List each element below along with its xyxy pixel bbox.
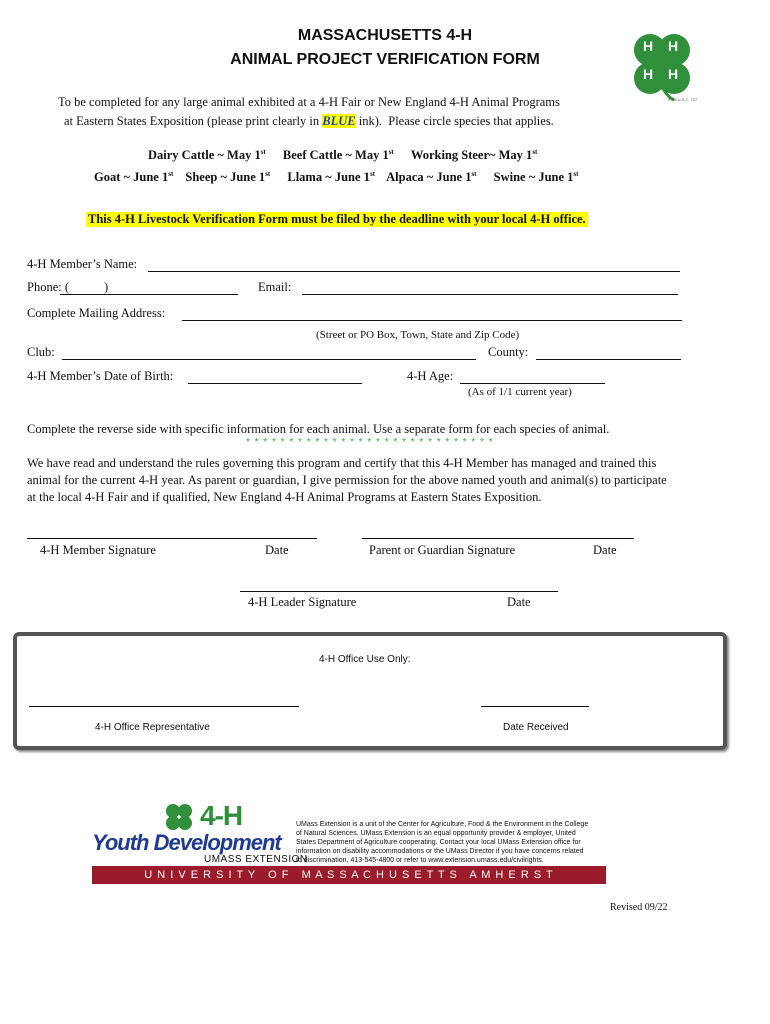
club-field[interactable] (62, 359, 476, 360)
address-label: Complete Mailing Address: (27, 306, 166, 320)
date-received-line[interactable] (481, 706, 589, 707)
blue-ink-note: BLUE (322, 114, 356, 128)
form-title-line2: ANIMAL PROJECT VERIFICATION FORM (230, 51, 540, 68)
agreement-line1: We have read and understand the rules governing this program and certify that this 4-H Member has managed and trained this (27, 456, 657, 470)
species-row-1[interactable] (148, 148, 537, 163)
email-field[interactable] (302, 294, 678, 295)
county-label: County: (488, 345, 529, 359)
brand-youth-development: Youth Development (92, 830, 281, 855)
star-divider: * * * * * * * * * * * * * * * * * * * * * * * * * * * * * (246, 437, 494, 448)
brand-umass-extension: UMASS EXTENSION (204, 854, 308, 865)
umass-extension-footer (92, 800, 612, 890)
species-swine[interactable]: Swine ~ June 1st (493, 170, 579, 185)
species-working-steer[interactable]: Working Steer~ May 1st (410, 148, 538, 163)
dob-label: 4-H Member’s Date of Birth: (27, 369, 174, 383)
age-hint: (As of 1/1 current year) (468, 386, 572, 398)
age-field[interactable] (460, 383, 605, 384)
parent-signature-label: Parent or Guardian Signature (369, 543, 516, 557)
leader-date-label: Date (507, 595, 531, 609)
university-banner: U N I V E R S I T Y O F M A S S A C H U S E T T S A M H E R S T (92, 866, 606, 884)
form-title-line1: MASSACHUSETTS 4-H (297, 27, 473, 44)
member-signature-line[interactable] (27, 538, 317, 539)
parent-signature-line[interactable] (362, 538, 634, 539)
county-field[interactable] (536, 359, 681, 360)
species-goat[interactable]: Goat ~ June 1st (94, 170, 174, 185)
revised-date: Revised 09/22 (610, 902, 668, 913)
clover-icon (162, 802, 196, 832)
species-beef-cattle[interactable]: Beef Cattle ~ May 1st (282, 148, 394, 163)
brand-4h: 4-H (200, 800, 243, 831)
office-use-title: 4-H Office Use Only: (319, 654, 411, 665)
date-received-label: Date Received (503, 722, 569, 733)
species-sheep[interactable]: Sheep ~ June 1st (185, 170, 271, 185)
instructions: Complete the reverse side with specific information for each animal. Use a separate form for each species of animal. (27, 422, 610, 436)
species-dairy-cattle[interactable]: Dairy Cattle ~ May 1st (148, 148, 266, 163)
intro-line1: To be completed for any large animal exhibited at a 4-H Fair or New England 4-H Animal Programs (58, 95, 560, 109)
office-rep-label: 4-H Office Representative (95, 722, 210, 733)
dob-field[interactable] (188, 383, 362, 384)
species-alpaca[interactable]: Alpaca ~ June 1st (386, 170, 477, 185)
phone-field[interactable] (60, 294, 238, 295)
leader-signature-label: 4-H Leader Signature (248, 595, 357, 609)
logo-mark: ® 18 U.S.C. 707 (668, 97, 698, 102)
agreement-line2: animal for the current 4-H year. As parent or guardian, I give permission for the above named youth and animal(s) to participate (27, 473, 667, 487)
logo-h-1: H (643, 38, 654, 54)
office-use-box (13, 632, 727, 750)
office-rep-line[interactable] (29, 706, 299, 707)
address-field[interactable] (182, 320, 682, 321)
club-label: Club: (27, 345, 55, 359)
four-h-clover-logo (622, 26, 702, 106)
deadline-notice: This 4-H Livestock Verification Form must be filed by the deadline with your local 4-H office. (88, 212, 586, 226)
leader-signature-line[interactable] (240, 591, 558, 592)
member-signature-label: 4-H Member Signature (40, 543, 156, 557)
logo-h-4: H (668, 66, 679, 82)
disclaimer: UMass Extension is a unit of the Center for Agriculture, Food & the Environment in the College of Natural Sciences. UMass Extension is an equal opportunity provider & employer, United States Department of Agriculture cooperating. Contact your local UMass Extension office for information on disability accommodations or the UMass Director if you have concerns related to discrimination, 413-545-4800 or refer to www.extension.umass.edu/civilrights. (296, 821, 589, 864)
member-name-field[interactable] (148, 271, 680, 272)
address-hint: (Street or PO Box, Town, State and Zip Code) (316, 329, 520, 341)
parent-date-label: Date (593, 543, 617, 557)
logo-h-2: H (668, 38, 679, 54)
species-row-2[interactable] (94, 170, 578, 185)
age-label: 4-H Age: (407, 369, 454, 383)
member-name-label: 4-H Member’s Name: (27, 257, 138, 271)
phone-label: Phone: ( (27, 280, 70, 294)
species-llama[interactable]: Llama ~ June 1st (287, 170, 375, 185)
agreement-line3: at the local 4-H Fair and if qualified, New England 4-H Animal Programs at Eastern States Exposition. (27, 490, 542, 504)
member-date-label: Date (265, 543, 289, 557)
intro-line2: at Eastern States Exposition (please print clearly in BLUE ink). Please circle species that applies. (64, 114, 554, 128)
email-label: Email: (258, 280, 292, 294)
logo-h-3: H (643, 66, 654, 82)
phone-close-paren: ) (104, 280, 109, 294)
